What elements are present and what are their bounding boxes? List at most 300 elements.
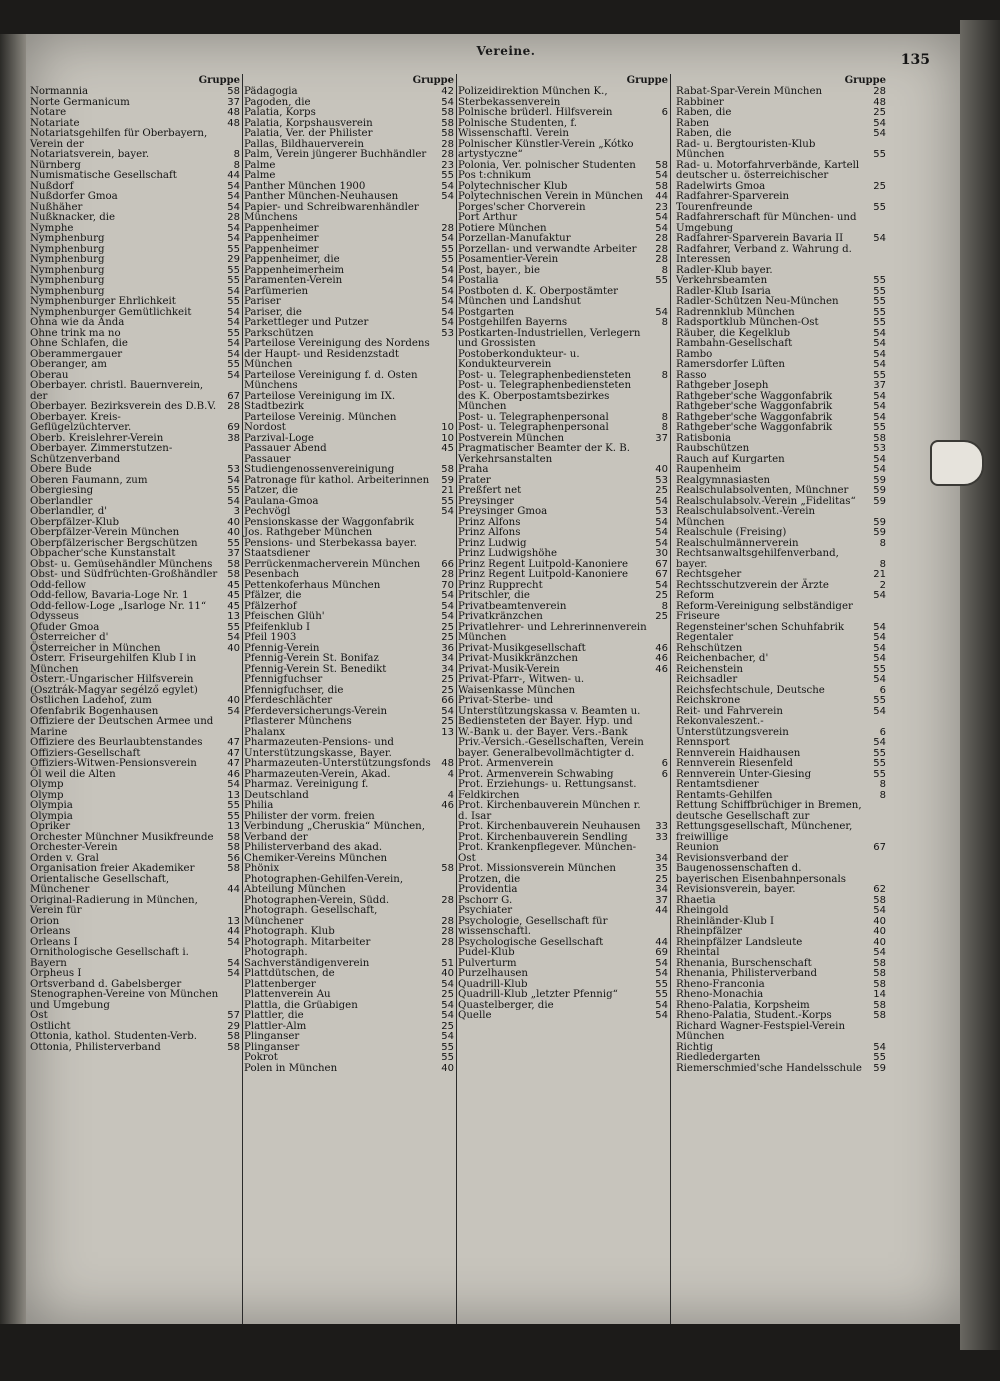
index-entry — [458, 87, 670, 108]
entry-group-number: 28 — [655, 243, 668, 255]
entry-group-number: 13 — [227, 789, 240, 801]
index-entry — [30, 612, 242, 623]
entry-group-number: 54 — [655, 1010, 668, 1021]
index-entry — [676, 266, 888, 287]
entry-name: Pfeischen Glüh' — [244, 611, 325, 622]
entry-name: Pfälzerhof — [244, 600, 297, 612]
entry-group-number: 47 — [227, 758, 240, 769]
index-entry — [30, 360, 242, 371]
entry-name: Rehschützen — [676, 642, 743, 654]
entry-group-number: 6 — [879, 726, 886, 738]
entry-name: Rathgeber Joseph — [676, 380, 769, 391]
entry-group-number: 37 — [227, 548, 240, 559]
entry-name: Pettenkoferhaus München — [244, 579, 381, 591]
entry-group-number: 58 — [441, 107, 454, 118]
entry-group-number: 55 — [227, 810, 240, 822]
entry-name: Rettung Schiffbrüchiger in Bremen, deutsche Gesellschaft zur — [676, 800, 862, 822]
entry-name: Pragmatischer Beamter der K. B. Verkehrsanstalten — [458, 443, 630, 465]
index-entry — [458, 917, 670, 938]
entry-name: Regentaler — [676, 632, 734, 643]
entry-group-number: 6 — [879, 684, 886, 696]
index-entry — [244, 696, 456, 707]
entry-name: Nürnberg — [30, 159, 81, 171]
index-entry — [676, 360, 888, 371]
entry-group-number: 55 — [441, 170, 454, 181]
entry-group-number: 54 — [227, 317, 240, 328]
entry-group-number: 54 — [441, 1031, 454, 1042]
entry-group-number: 54 — [441, 1010, 454, 1021]
entry-group-number: 54 — [655, 579, 668, 591]
index-entry — [244, 1053, 456, 1064]
index-entry — [244, 675, 456, 686]
entry-group-number: 21 — [441, 485, 454, 496]
entry-name: Offiziere der Deutschen Armee und Marine — [30, 716, 214, 738]
index-entry — [30, 1011, 242, 1022]
index-entry — [676, 885, 888, 896]
entry-name: Reichenstein — [676, 663, 743, 675]
entry-group-number: 58 — [655, 180, 668, 192]
entry-group-number: 54 — [227, 348, 240, 360]
entry-name: Privat-Musikkränzchen — [458, 653, 578, 664]
entry-name: Port Arthur — [458, 212, 518, 223]
page-number: 135 — [900, 52, 930, 68]
entry-name: Orchester-Verein — [30, 842, 118, 853]
index-entry — [30, 549, 242, 560]
entry-name: Passauer Studiengenossenvereinigung — [244, 453, 395, 475]
entry-name: Ofuder Gmoa — [30, 621, 100, 633]
entry-group-number: 54 — [227, 285, 240, 297]
entry-name: Quadrill-Klub — [458, 978, 528, 990]
entry-name: Philisterverband des akad. Chemiker-Vereins München — [244, 842, 388, 864]
entry-group-number: 40 — [655, 464, 668, 475]
entry-name: Pferdeschlächter — [244, 695, 333, 706]
entry-name: Preysinger Gmoa — [458, 506, 548, 517]
index-entry — [676, 843, 888, 854]
entry-name: Polnischer Künstler-Verein „Kótko artystyczne“ — [458, 138, 634, 160]
entry-name: Pfeil 1903 — [244, 632, 297, 643]
index-entry — [458, 906, 670, 917]
entry-group-number: 8 — [661, 600, 668, 612]
index-entry — [676, 297, 888, 308]
entry-group-number: 58 — [441, 464, 454, 475]
entry-name: Pulverturm — [458, 957, 517, 969]
index-entry — [30, 129, 242, 150]
index-entry — [244, 276, 456, 287]
entry-name: Photograph. Mitarbeiter — [244, 936, 371, 948]
entry-name: Prot. Kirchenbauverein München r. d. Isar — [458, 800, 641, 822]
index-entry — [244, 759, 456, 770]
entry-name: Oberpfälzer-Klub — [30, 516, 120, 528]
entry-name: Privatkränzchen — [458, 611, 543, 622]
index-entry — [676, 213, 888, 234]
entry-name: Obergiesing — [30, 485, 94, 496]
index-entry — [244, 161, 456, 172]
entry-group-number: 28 — [441, 936, 454, 948]
entry-group-number: 34 — [655, 884, 668, 895]
index-entry — [30, 1043, 242, 1054]
entry-group-number: 53 — [655, 474, 668, 486]
entry-group-number: 37 — [227, 96, 240, 108]
entry-name: Plattla, die Grüabigen — [244, 999, 358, 1011]
index-entry — [244, 108, 456, 119]
entry-group-number: 28 — [873, 86, 886, 97]
index-entry — [676, 717, 888, 738]
entry-name: Prinz Alfons — [458, 516, 521, 528]
entry-group-number: 54 — [441, 999, 454, 1011]
entry-group-number: 54 — [227, 779, 240, 790]
index-entry — [244, 203, 456, 224]
entry-group-number: 8 — [879, 779, 886, 790]
index-entry — [30, 192, 242, 203]
entry-group-number: 30 — [655, 548, 668, 559]
entry-group-number: 54 — [441, 978, 454, 990]
entry-name: Rambo — [676, 348, 713, 360]
index-entry — [458, 759, 670, 770]
entry-group-number: 28 — [441, 894, 454, 906]
entry-name: Prinz Regent Luitpold-Kanoniere — [458, 558, 628, 570]
entry-group-number: 54 — [873, 411, 886, 423]
entry-group-number: 54 — [227, 233, 240, 244]
entry-group-number: 8 — [233, 159, 240, 171]
entry-group-number: 13 — [227, 915, 240, 927]
entry-name: Plattdütschen, de — [244, 968, 335, 979]
entry-name: Post, bayer., bie — [458, 264, 541, 276]
entry-name: Oberpfälzerischer Bergschützen — [30, 537, 198, 549]
entry-name: Polytechnischer Klub — [458, 180, 568, 192]
entry-group-number: 23 — [441, 159, 454, 171]
entry-name: Realschulabsolventen, Münchner — [676, 485, 849, 496]
entry-group-number: 55 — [227, 264, 240, 276]
entry-group-number: 55 — [441, 243, 454, 255]
entry-name: Rennsport — [676, 737, 730, 748]
entry-group-number: 55 — [227, 275, 240, 286]
entry-group-number: 53 — [655, 506, 668, 517]
entry-name: Revisionsverband der Baugenossenschaften d. bayerischen Eisenbahnpersonals — [676, 852, 846, 885]
index-entry — [458, 329, 670, 350]
entry-name: Rennverein Haidhausen — [676, 747, 801, 759]
entry-group-number: 59 — [873, 485, 886, 496]
entry-group-number: 54 — [655, 222, 668, 234]
index-entry — [458, 108, 670, 119]
entry-name: Psychiater — [458, 905, 513, 916]
index-entry — [676, 381, 888, 392]
index-entry — [458, 276, 670, 287]
entry-name: Ramersdorfer Lüften — [676, 359, 785, 370]
entry-group-number: 55 — [441, 1041, 454, 1053]
entry-name: Regensteiner'schen Schuhfabrik — [676, 621, 845, 633]
entry-group-number: 8 — [661, 422, 668, 433]
entry-group-number: 28 — [655, 233, 668, 244]
index-entry — [30, 213, 242, 224]
entry-name: Priv.-Versich.-Gesellschaften, Verein bayer. Generalbevollmächtigter d. — [458, 737, 644, 759]
column-2 — [244, 74, 457, 1324]
entry-name: Prot. Missionsverein München — [458, 863, 616, 874]
entry-group-number: 58 — [227, 863, 240, 874]
entry-name: Pfennigfuchser — [244, 674, 323, 685]
entry-group-number: 55 — [227, 621, 240, 633]
entry-name: Ost — [30, 1010, 48, 1021]
entry-name: Prinz Rupprecht — [458, 579, 543, 591]
entry-name: Rheingold — [676, 905, 729, 916]
entry-group-number: 36 — [441, 642, 454, 654]
entry-name: Postgarten — [458, 306, 515, 318]
entry-group-number: 37 — [655, 894, 668, 906]
entry-name: Ohne Schlafen, die — [30, 338, 128, 349]
entry-name: Orientalische Gesellschaft, Münchener — [30, 873, 170, 895]
entry-name: Preysinger — [458, 495, 514, 507]
entry-name: Phönix — [244, 863, 280, 874]
entry-group-number: 55 — [873, 758, 886, 769]
entry-name: Polnische Studenten, f. Wissenschaftl. Verein — [458, 117, 577, 139]
index-entry — [30, 570, 242, 581]
entry-group-number: 54 — [441, 296, 454, 307]
entry-group-number: 67 — [227, 390, 240, 402]
entry-name: Ostlicht — [30, 1020, 71, 1032]
entry-name: Odd-fellow, Bavaria-Loge Nr. 1 — [30, 590, 189, 601]
entry-name: Quadrill-Klub „letzter Pfennig“ — [458, 989, 618, 1000]
entry-group-number: 55 — [227, 327, 240, 339]
entry-name: Ohna wie da Anda — [30, 317, 125, 328]
entry-name: Reit- und Fahrverein — [676, 705, 783, 717]
entry-group-number: 54 — [873, 737, 886, 748]
entry-name: Psychologie, Gesellschaft für wissenschaftl. — [458, 915, 608, 937]
entry-group-number: 54 — [873, 338, 886, 349]
entry-group-number: 40 — [441, 1062, 454, 1074]
entry-group-number: 66 — [441, 695, 454, 706]
index-entry — [458, 623, 670, 644]
index-entry — [244, 927, 456, 938]
entry-name: Nußdorfer Gmoa — [30, 191, 118, 202]
index-entry — [244, 717, 456, 728]
index-entry — [458, 738, 670, 759]
entry-group-number: 40 — [873, 926, 886, 937]
entry-group-number: 38 — [227, 432, 240, 444]
index-entry — [30, 87, 242, 98]
entry-group-number: 28 — [441, 138, 454, 150]
index-entry — [458, 969, 670, 980]
entry-name: Papier- und Schreibwarenhändler Münchens — [244, 201, 419, 223]
entry-name: Photograph. Gesellschaft, Münchener — [244, 905, 378, 927]
entry-group-number: 48 — [227, 107, 240, 118]
entry-name: Pappenheimer, die — [244, 254, 340, 265]
entry-name: Porges'scher Chorverein — [458, 201, 586, 213]
entry-name: Pflasterer Münchens — [244, 716, 352, 727]
entry-name: Providentia — [458, 884, 518, 895]
entry-name: Pappenheimerheim — [244, 264, 345, 276]
entry-name: Prinz Alfons — [458, 527, 521, 538]
index-entry — [244, 875, 456, 896]
entry-name: Rechtsgeher — [676, 569, 742, 580]
entry-name: Paramenten-Verein — [244, 275, 343, 286]
column-header: Gruppe — [626, 75, 668, 86]
entry-name: Psychologische Gesellschaft — [458, 936, 604, 948]
entry-name: Öl weil die Alten — [30, 768, 116, 780]
entry-group-number: 54 — [873, 590, 886, 601]
entry-name: Passauer Abend — [244, 443, 327, 454]
entry-group-number: 37 — [655, 432, 668, 444]
entry-name: Rad- u. Bergtouristen-Klub München — [676, 138, 816, 160]
entry-name: Privatlehrer- und Lehrerinnenverein München — [458, 621, 647, 643]
entry-name: Österr. Friseurgehilfen Klub I in München — [30, 653, 197, 675]
entry-group-number: 55 — [873, 149, 886, 160]
index-entry — [676, 822, 888, 843]
index-entry — [676, 759, 888, 770]
entry-group-number: 58 — [655, 159, 668, 171]
entry-name: Parkettleger und Putzer — [244, 317, 369, 328]
index-entry — [458, 423, 670, 434]
index-entry — [30, 150, 242, 161]
entry-group-number: 58 — [227, 86, 240, 97]
entry-group-number: 54 — [227, 632, 240, 643]
entry-name: Reichsfechtschule, Deutsche — [676, 684, 825, 696]
column-4 — [676, 74, 888, 1324]
entry-group-number: 58 — [227, 831, 240, 843]
entry-group-number: 37 — [873, 380, 886, 391]
entry-group-number: 4 — [447, 789, 454, 801]
entry-group-number: 34 — [655, 852, 668, 864]
entry-group-number: 58 — [873, 999, 886, 1011]
index-entry — [30, 875, 242, 896]
entry-group-number: 55 — [873, 747, 886, 759]
entry-group-number: 69 — [655, 947, 668, 958]
entry-group-number: 40 — [873, 915, 886, 927]
entry-group-number: 46 — [227, 768, 240, 780]
index-entry — [458, 381, 670, 413]
entry-name: Opriker — [30, 821, 71, 832]
entry-group-number: 55 — [873, 695, 886, 706]
entry-group-number: 35 — [655, 863, 668, 874]
entry-group-number: 54 — [441, 506, 454, 517]
entry-group-number: 66 — [441, 558, 454, 570]
entry-name: Österreicher in München — [30, 642, 161, 654]
entry-group-number: 44 — [655, 905, 668, 916]
entry-group-number: 54 — [655, 306, 668, 318]
entry-group-number: 48 — [441, 758, 454, 769]
entry-group-number: 13 — [227, 821, 240, 832]
entry-name: Pfennig-Verein — [244, 642, 320, 654]
entry-name: Polnische brüderl. Hilfsverein — [458, 107, 613, 118]
entry-group-number: 57 — [227, 1010, 240, 1021]
entry-group-number: 54 — [873, 1041, 886, 1053]
entry-group-number: 25 — [441, 989, 454, 1000]
entry-group-number: 54 — [227, 957, 240, 969]
entry-group-number: 40 — [873, 936, 886, 948]
entry-group-number: 54 — [441, 180, 454, 192]
index-entry — [30, 507, 242, 518]
entry-name: Parzival-Loge — [244, 432, 314, 444]
index-entry — [30, 339, 242, 350]
index-entry — [244, 948, 456, 969]
index-entry — [244, 518, 456, 539]
index-entry — [676, 234, 888, 245]
entry-group-number: 6 — [661, 768, 668, 780]
entry-group-number: 54 — [441, 191, 454, 202]
index-entry — [676, 854, 888, 886]
entry-name: Ottonia, kathol. Studenten-Verb. — [30, 1031, 198, 1042]
entry-group-number: 54 — [873, 947, 886, 958]
entry-name: Räuber, die Kegelklub — [676, 327, 791, 339]
entry-name: Oberbayer. Kreis-Geflügelzüchterver. — [30, 411, 132, 433]
entry-group-number: 58 — [873, 968, 886, 979]
entry-group-number: 54 — [441, 317, 454, 328]
index-entry — [676, 1022, 888, 1043]
entry-group-number: 40 — [227, 527, 240, 538]
entry-name: Normannia — [30, 86, 89, 97]
entry-name: Rheno-Monachia — [676, 989, 764, 1000]
entry-name: Odysseus — [30, 611, 79, 622]
entry-group-number: 54 — [441, 285, 454, 297]
entry-group-number: 25 — [441, 1020, 454, 1032]
entry-name: Potiere München — [458, 222, 547, 234]
entry-group-number: 10 — [441, 422, 454, 433]
entry-group-number: 55 — [873, 275, 886, 286]
entry-group-number: 29 — [227, 1020, 240, 1032]
entry-group-number: 54 — [441, 264, 454, 276]
index-entry — [458, 255, 670, 266]
index-entry — [30, 801, 242, 812]
index-entry — [676, 140, 888, 161]
entry-name: Parteilose Vereinigung des Nordens der Haupt- und Residenzstadt München — [244, 338, 430, 370]
entry-name: Pechvögl — [244, 506, 291, 517]
index-entry — [676, 528, 888, 539]
entry-name: Pappenheimer — [244, 243, 319, 255]
entry-name: Postverein München — [458, 432, 565, 444]
entry-name: Palatia, Ver. der Philister — [244, 128, 373, 139]
entry-name: Postalia — [458, 275, 499, 286]
entry-group-number: 58 — [441, 863, 454, 874]
entry-group-number: 59 — [873, 516, 886, 528]
entry-group-number: 21 — [873, 569, 886, 580]
entry-group-number: 42 — [441, 86, 454, 97]
entry-name: Radelwirts Gmoa — [676, 180, 766, 192]
index-entry — [30, 696, 242, 707]
entry-group-number: 33 — [655, 831, 668, 843]
index-entry — [244, 87, 456, 98]
entry-group-number: 54 — [873, 642, 886, 654]
entry-name: Ottonia, Philisterverband — [30, 1041, 161, 1053]
index-entry — [676, 948, 888, 959]
entry-name: Rentamtsdiener — [676, 779, 759, 790]
entry-name: Photographen-Verein, Südd. — [244, 894, 390, 906]
index-entry — [30, 1032, 242, 1043]
entry-name: Östlichen Ladehof, zum — [30, 695, 152, 706]
entry-group-number: 25 — [873, 107, 886, 118]
entry-name: Radsportklub München-Ost — [676, 317, 819, 328]
entry-name: Richtig — [676, 1041, 714, 1053]
entry-list — [30, 87, 242, 1053]
entry-group-number: 54 — [227, 306, 240, 318]
entry-group-number: 28 — [227, 401, 240, 412]
entry-name: Radler-Klub Isaria — [676, 285, 771, 297]
entry-group-number: 54 — [655, 537, 668, 549]
entry-name: Nymphenburg — [30, 254, 105, 265]
entry-name: Post- u. Telegraphenbediensteten des K. Oberpostamtsbezirkes München — [458, 380, 632, 412]
entry-group-number: 54 — [227, 968, 240, 979]
entry-name: Orleans I — [30, 936, 78, 948]
index-entry — [30, 108, 242, 119]
entry-group-number: 55 — [227, 296, 240, 307]
entry-group-number: 55 — [227, 243, 240, 255]
entry-name: Postoberkondukteur- u. Kondukteurverein — [458, 348, 580, 370]
entry-group-number: 25 — [441, 674, 454, 685]
entry-group-number: 54 — [873, 348, 886, 360]
entry-group-number: 28 — [655, 254, 668, 265]
entry-name: Realschulabsolv.-Verein „Fidelitas“ — [676, 495, 856, 507]
entry-name: Rentamts-Gehilfen — [676, 789, 773, 801]
index-entry — [244, 812, 456, 844]
entry-group-number: 54 — [227, 222, 240, 234]
entry-name: Quastelberger, die — [458, 999, 554, 1011]
